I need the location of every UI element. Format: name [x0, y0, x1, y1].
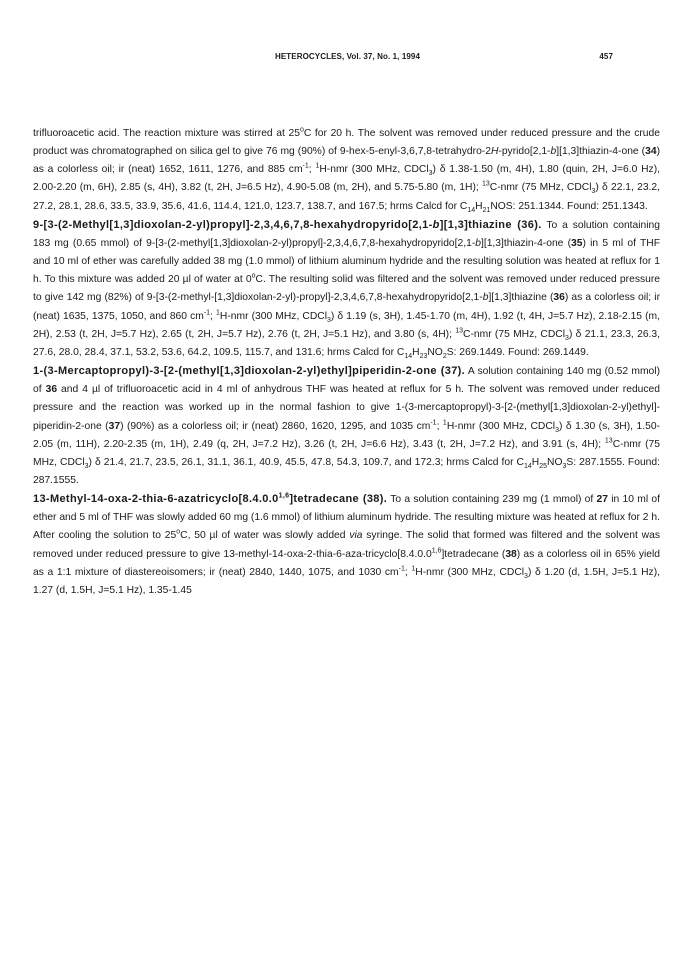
paragraph-compound-37: 1-(3-Mercaptopropyl)-3-[2-(methyl[1,3]dioxolan-2-yl)ethyl]piperidin-2-one (37). A solution containing 140 mg (0.52 mmol) of 36 and 4 µl of trifluoroacetic acid in 4 ml of anhydrous THF was heated at reflux for 5 h. The solvent was removed under reduced pressure and the reaction was worked up in the normal fashion to give 1-(3-mercaptopropyl)-3-[2-(methyl[1,3]dioxolan-2-yl)ethyl]-piperidin-2-one (37) (90%) as a colorless oil; ir (neat) 2860, 1620, 1295, and 1035 $cm^{-1}$; $^1$H-nmr (300 MHz, CDCl$_3$) δ 1.30 (s, 3H), 1.50-2.05 (m, 11H), 2.20-2.35 (m, 1H), 2.49 (q, 2H, J=7.2 Hz), 3.26 (t, 2H, J=6.6 Hz), 3.43 (t, 2H, J=7.2 Hz), and 3.91 (s, 4H); $^{13}$C-nmr (75 MHz, CDCl$_3$) δ 21.4, 21.7, 23.5, 26.1, 31.1, 36.1, 40.9, 45.5, 47.8, 54.3, 109.7, and 172.3; hrms Calcd for $C_{14}H_{25}NO_3S$: 287.1555. Found: 287.1555.: [33, 365, 661, 486]
journal-citation: HETEROCYCLES, Vol. 37, No. 1, 1994: [274, 52, 421, 61]
running-header: [0, 52, 695, 66]
experimental-text: [33, 125, 660, 600]
paragraph-compound-34-end: trifluoroacetic acid. The reaction mixture was stirred at 25$^o$C for 20 h. The solvent was removed under reduced pressure and the crude product was chromatographed on silica gel to give 76 mg (90%) of 9-hex-5-enyl-3,6,7,8-tetrahydro-2H-pyrido[2,1-b][1,3]thiazin-4-one (34) as a colorless oil; ir (neat) 1652, 1611, 1276, and 885 $cm^{-1}$; $^1$H-nmr (300 MHz, CDCl$_3$) δ 1.38-1.50 (m, 4H), 1.80 (quin, 2H, J=6.0 Hz), 2.00-2.20 (m, 6H), 2.85 (s, 4H), 3.82 (t, 2H, J=6.5 Hz), 4.90-5.08 (m, 2H), and 5.75-5.80 (m, 1H); $^{13}$C-nmr (75 MHz, CDCl$_3$) δ 22.1, 23.2, 27.2, 28.1, 28.6, 33.5, 33.9, 35.6, 41.6, 114.4, 121.0, 123.7, 138.7, and 167.5; hrms Calcd for $C_{14}H_{21}NOS$: 251.1344. Found: 251.1343.: [33, 126, 661, 214]
paragraph-compound-38: 13-Methyl-14-oxa-2-thia-6-azatricyclo[8.4.0.0$^{1,6}$]tetradecane (38). To a solution containing 239 mg (1 mmol) of 27 in 10 ml of ether and 5 ml of THF was slowly added 60 mg (1.6 mmol) of lithium aluminum hydride. The resulting mixture was heated at reflux for 2 h. After cooling the solution to 25$^o$C, 50 µl of water was slowly added via syringe. The solid that formed was filtered and the solvent was removed under reduced pressure to give 13-methyl-14-oxa-2-thia-6-aza-tricyclo[8.4.0.0$^{1,6}$]tetradecane (38) as a colorless oil in 65% yield as a 1:1 mixture of diastereoisomers; ir (neat) 2840, 1440, 1075, and 1030 $cm^{-1}$; $^1$H-nmr (300 MHz, CDCl$_3$) δ 1.20 (d, 1.5H, J=5.1 Hz), 1.27 (d, 1.5H, J=5.1 Hz), 1.35-1.45: [33, 492, 660, 596]
page-number: 457: [599, 52, 613, 61]
paragraph-compound-36: 9-[3-(2-Methyl[1,3]dioxolan-2-yl)propyl]-2,3,4,6,7,8-hexahydropyrido[2,1-b][1,3]thiazine (36). To a solution containing 183 mg (0.65 mmol) of 9-[3-(2-methyl[1,3]dioxolan-2-yl)propyl]-2,3,4,6,7,8-hexahydropyrido[2,1-b][1,3]thiazin-4-one (35) in 5 ml of THF and 10 ml of ether was carefully added 38 mg (1.0 mmol) of lithium aluminum hydride and the resulting solution was heated at reflux for 1 h. To this mixture was added 20 µl of water at 0$^o$C. The resulting solid was filtered and the solvent was removed under reduced pressure to give 142 mg (82%) of 9-[3-(2-methyl-[1,3]dioxolan-2-yl)-propyl]-2,3,4,6,7,8-hexahydropyrido[2,1-b][1,3]thiazine (36) as a colorless oil; ir (neat) 1635, 1375, 1050, and 860 $cm^{-1}$; $^1$H-nmr (300 MHz, CDCl$_3$) δ 1.19 (s, 3H), 1.45-1.70 (m, 4H), 1.92 (t, 4H, J=5.7 Hz), 2.18-2.15 (m, 2H), 2.53 (t, 2H, J=5.7 Hz), 2.65 (t, 2H, J=5.7 Hz), 2.76 (t, 2H, J=5.1 Hz), and 3.80 (s, 4H); $^{13}$C-nmr (75 MHz, CDCl$_3$) δ 21.1, 23.3, 26.3, 27.6, 28.0, 28.4, 37.1, 53.2, 53.6, 64.2, 109.5, 115.7, and 131.6; hrms Calcd for $C_{14}H_{23}NO_2S$: 269.1449. Found: 269.1449.: [33, 218, 661, 360]
